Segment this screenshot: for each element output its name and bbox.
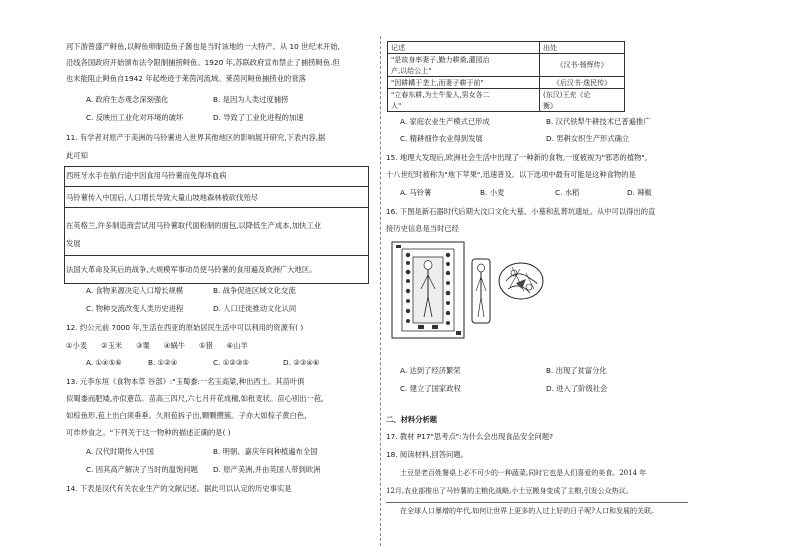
- q13-option-d[interactable]: D. 原产美洲,并由英国人带到欧洲: [213, 465, 321, 474]
- material-line-1: 土豆是老百姓餐桌上必不可少的一种蔬菜,同时它也是人们喜爱的美食。2014 年: [400, 469, 647, 477]
- q15-option-d[interactable]: D. 辣椒: [627, 188, 652, 197]
- q10-option-d[interactable]: D. 导致了工业化进程的加速: [213, 113, 304, 122]
- q12-option-b[interactable]: B. ①②④: [148, 358, 178, 367]
- q11-option-b[interactable]: B. 战争促进区域文化交流: [213, 286, 296, 295]
- q14-option-d[interactable]: D. 男耕女织生产形式确立: [546, 134, 630, 143]
- table-cell: "立春东耕,为土牛象人,男女各二: [388, 89, 540, 101]
- tomb-site-figure: [388, 239, 548, 341]
- q12-option-a[interactable]: A. ①④⑤⑥: [86, 358, 122, 367]
- q12-option-d[interactable]: D. ②③④⑥: [283, 358, 320, 367]
- q11-row-4: 法国大革命及其后的战争,大规模军事动员使马铃薯的食用遍及欧洲广大地区。: [66, 265, 317, 274]
- q13-stem-line-4: 可炸炒食之。"下列关于这一物种的描述正确的是( ): [66, 428, 231, 437]
- column-divider: [380, 36, 381, 546]
- table-header-source: 出处: [540, 42, 625, 54]
- table-cell: "因耕耩于垄上,而妻子耕于前": [388, 77, 540, 89]
- q15-stem-line-2: 十八世纪时被称为"地下苹果",迅速普及。以下选项中最有可能是这种食物的是: [386, 170, 636, 179]
- table-cell: "是故身率妻子,勤力耕桑,灌园治: [388, 54, 540, 66]
- q16-option-d[interactable]: D. 进入了阶级社会: [546, 384, 608, 393]
- intro-line-1: 河下游曾盛产鲟鱼,以鲟鱼卵制造鱼子酱也是当时该地的一大特产。从 10 世纪末开始,: [66, 42, 340, 51]
- q15-option-c[interactable]: C. 水稻: [555, 188, 580, 197]
- q11-option-d[interactable]: D. 人口迁徙推动文化认同: [213, 304, 297, 313]
- q15-option-b[interactable]: B. 小麦: [480, 188, 505, 197]
- q14-source-table: [387, 41, 625, 112]
- table-header-record: 记述: [388, 42, 540, 54]
- table-cell: 人": [388, 100, 540, 112]
- q16-option-b[interactable]: B. 出现了贫富分化: [546, 366, 607, 375]
- q13-option-b[interactable]: B. 明朝、嘉庆年间种植遍布全国: [213, 447, 318, 456]
- q11-stem-line-1: 11. 有学者对原产于美洲的马铃薯进入世界其他地区的影响展开研究,下表内容,据: [66, 133, 326, 142]
- table-cell: 产,以给公上": [388, 65, 540, 77]
- q11-row-3-cont: 发展: [66, 239, 81, 248]
- q16-option-a[interactable]: A. 达到了经济繁荣: [400, 366, 461, 375]
- q11-row-1: 西班牙水手在航行途中因食用马铃薯而免得坏血病: [66, 171, 227, 180]
- table-cell: 衡》: [540, 100, 625, 112]
- table-cell: 《汉书·杨恽传》: [540, 54, 625, 77]
- q11-row-2: 马铃薯传入中国后,人口增长导致大量山坡地森林被砍伐殆尽: [66, 193, 259, 202]
- small-tomb-drawing: [472, 259, 490, 323]
- q11-option-a[interactable]: A. 食物来源决定人口增长规模: [86, 286, 184, 295]
- q13-option-a[interactable]: A. 汉代时期传入中国: [86, 447, 154, 456]
- q12-items: ①小麦 ②玉米 ③粟 ④蜗牛 ⑤猪 ⑥山羊: [66, 341, 248, 350]
- q12-option-c[interactable]: C. ①②③⑤: [213, 358, 249, 367]
- intro-line-2: 沿线各国政府开始颁布法令限制捕捞鲟鱼。1920 年,苏联政府宣布禁止了捕捞鲟鱼.但: [66, 58, 340, 67]
- material-divider: [386, 502, 688, 503]
- q16-option-c[interactable]: C. 建立了国家政权: [400, 384, 461, 393]
- intro-line-3: 也未能阻止鲟鱼自1942 年起绝迹于莱茵河流域。莱茵河鲟鱼捕捞业的衰落: [66, 74, 306, 83]
- material-line-3: 在全球人口暴增的年代,如何让世界上更多的人过上好的日子呢?人口和发展的关联,: [400, 507, 654, 515]
- q14-option-c[interactable]: C. 精耕细作农业得到发展: [400, 134, 483, 143]
- q14-option-a[interactable]: A. 家庭农业生产模式已形成: [400, 117, 490, 126]
- material-line-2: 12月,农业部推出了马铃薯的主粮化战略,小土豆搬身变成了主粮,引发公众热议。: [386, 487, 633, 495]
- q13-stem-line-2: 似蜀黍而肥矮,亦似薏苡。苗高三四尺,六七月开花成穗,如秕麦状。苗心别出一苞,: [66, 394, 324, 403]
- q10-option-c[interactable]: C. 反映出工业化对环境的破坏: [86, 113, 184, 122]
- q14-stem: 14. 下表是汉代有关农业生产的文献记述。据此可以认定的历史事实是: [66, 484, 292, 493]
- q13-stem-line-1: 13. 元李东垣《食物本草 谷部》:"玉蜀黍:一名玉高粱,种出西土。其苗叶俱: [66, 377, 305, 386]
- large-tomb-drawing: [392, 242, 464, 338]
- q11-stem-line-2: 此可知: [66, 151, 88, 160]
- table-cell: 《后汉书·逸民传》: [540, 77, 625, 89]
- q18-stem: 18. 阅读材料,回答问题。: [386, 450, 468, 459]
- q14-option-b[interactable]: B. 汉代铁犁牛耕技术已普遍推广: [546, 117, 651, 126]
- q15-option-a[interactable]: A. 马铃薯: [400, 188, 432, 197]
- q13-option-c[interactable]: C. 因其高产解决了当时的温饱问题: [86, 465, 198, 474]
- q16-stem-line-2: 接历史信息是当时已经: [386, 224, 459, 233]
- q11-row-3: 在英格兰,许多制造商尝试用马铃薯取代面粉制的面包,以降低生产成本,加快工业: [66, 221, 322, 230]
- table-cell: (东汉)王充《论: [540, 89, 625, 101]
- q15-stem-line-1: 15. 地理大发现后,欧洲社会生活中出现了一种新的食物,一度被视为"邪恶的植物",: [386, 153, 648, 162]
- q17-stem: 17. 教材 P17"思考点":为什么会出现食品安全问题?: [386, 432, 554, 441]
- q16-stem-line-1: 16. 下图是新石器时代后期大汶口文化大墓、小墓和乱葬坑遗址。从中可以得出的直: [386, 207, 656, 216]
- q11-option-c[interactable]: C. 物种交流改变人类历史进程: [86, 304, 184, 313]
- q10-option-b[interactable]: B. 是因为人类过度捕捞: [213, 95, 289, 104]
- q12-stem: 12. 约公元前 7000 年,生活在西亚的原始居民生活中可以利用的资源有( ): [66, 323, 304, 332]
- section-title-material-analysis: 二、材料分析题: [386, 415, 438, 424]
- q10-option-a[interactable]: A. 政府生态观念深刻强化: [86, 95, 169, 104]
- burial-pit-drawing: [499, 263, 543, 299]
- q13-stem-line-3: 如棕鱼形,苞上出白须垂垂。久则苞拆子出,颗颗攒簇。子亦大如棕子黄白色,: [66, 411, 307, 420]
